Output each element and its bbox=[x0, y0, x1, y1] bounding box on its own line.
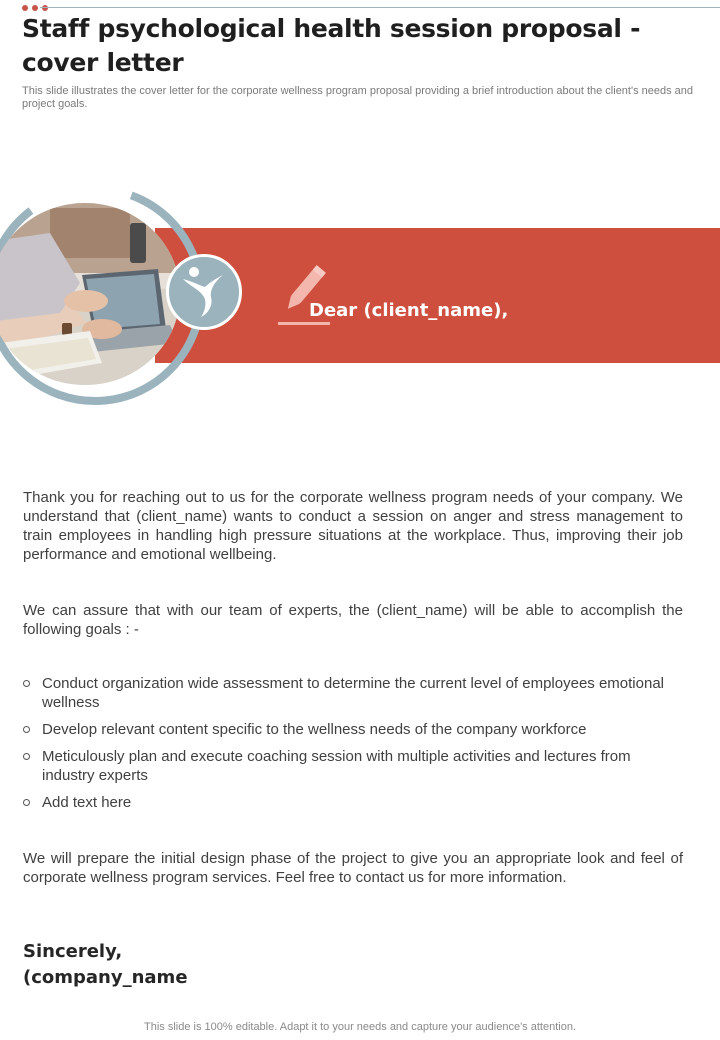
letter-paragraph-intro: Thank you for reaching out to us for the corporate wellness program needs of your company. We understand that (client_name) wants to conduct a session on anger and stress management to train employees in handling high pressure situations at the workplace. Thus, improving their job performance and emotional wellbeing. bbox=[23, 489, 683, 563]
dot bbox=[42, 5, 48, 11]
goal-item bbox=[23, 720, 683, 739]
goal-text: Add text here bbox=[42, 794, 132, 811]
letter-paragraph-closing: We will prepare the initial design phase of the project to give you an appropriate look and feel of corporate wellness program services. Feel free to contact us for more information. bbox=[23, 850, 683, 886]
goal-text: Develop relevant content specific to the wellness needs of the company workforce bbox=[42, 721, 587, 738]
signoff bbox=[23, 939, 188, 991]
bullet-circle-icon bbox=[23, 726, 30, 733]
person-figure-icon bbox=[169, 257, 239, 327]
bullet-circle-icon bbox=[23, 680, 30, 687]
closing-text: Sincerely, bbox=[23, 941, 123, 962]
dot bbox=[32, 5, 38, 11]
goals-list bbox=[23, 674, 683, 820]
bullet-circle-icon bbox=[23, 753, 30, 760]
goal-text: Conduct organization wide assessment to determine the current level of employees emotional wellness bbox=[42, 675, 665, 711]
goal-item bbox=[23, 747, 683, 785]
dot bbox=[22, 5, 28, 11]
footer-note: This slide is 100% editable. Adapt it to your needs and capture your audience's attention. bbox=[144, 1021, 576, 1033]
slide-dots-decoration bbox=[22, 5, 48, 11]
letter-paragraph-assurance: We can assure that with our team of experts, the (client_name) will be able to accomplish the following goals : - bbox=[23, 602, 683, 638]
goal-item bbox=[23, 674, 683, 712]
goal-text: Meticulously plan and execute coaching session with multiple activities and lectures from industry experts bbox=[42, 748, 631, 784]
signature-text: (company_name bbox=[23, 967, 188, 988]
page-title: Staff psychological health session proposal - cover letter bbox=[22, 14, 641, 77]
page-subtitle: This slide illustrates the cover letter for the corporate wellness program proposal providing a brief introduction about the client's needs and project goals. bbox=[22, 85, 694, 110]
wellness-logo bbox=[166, 254, 242, 330]
bullet-circle-icon bbox=[23, 799, 30, 806]
top-divider bbox=[40, 7, 720, 8]
goal-item bbox=[23, 793, 683, 812]
greeting-text: Dear (client_name), bbox=[309, 300, 509, 321]
